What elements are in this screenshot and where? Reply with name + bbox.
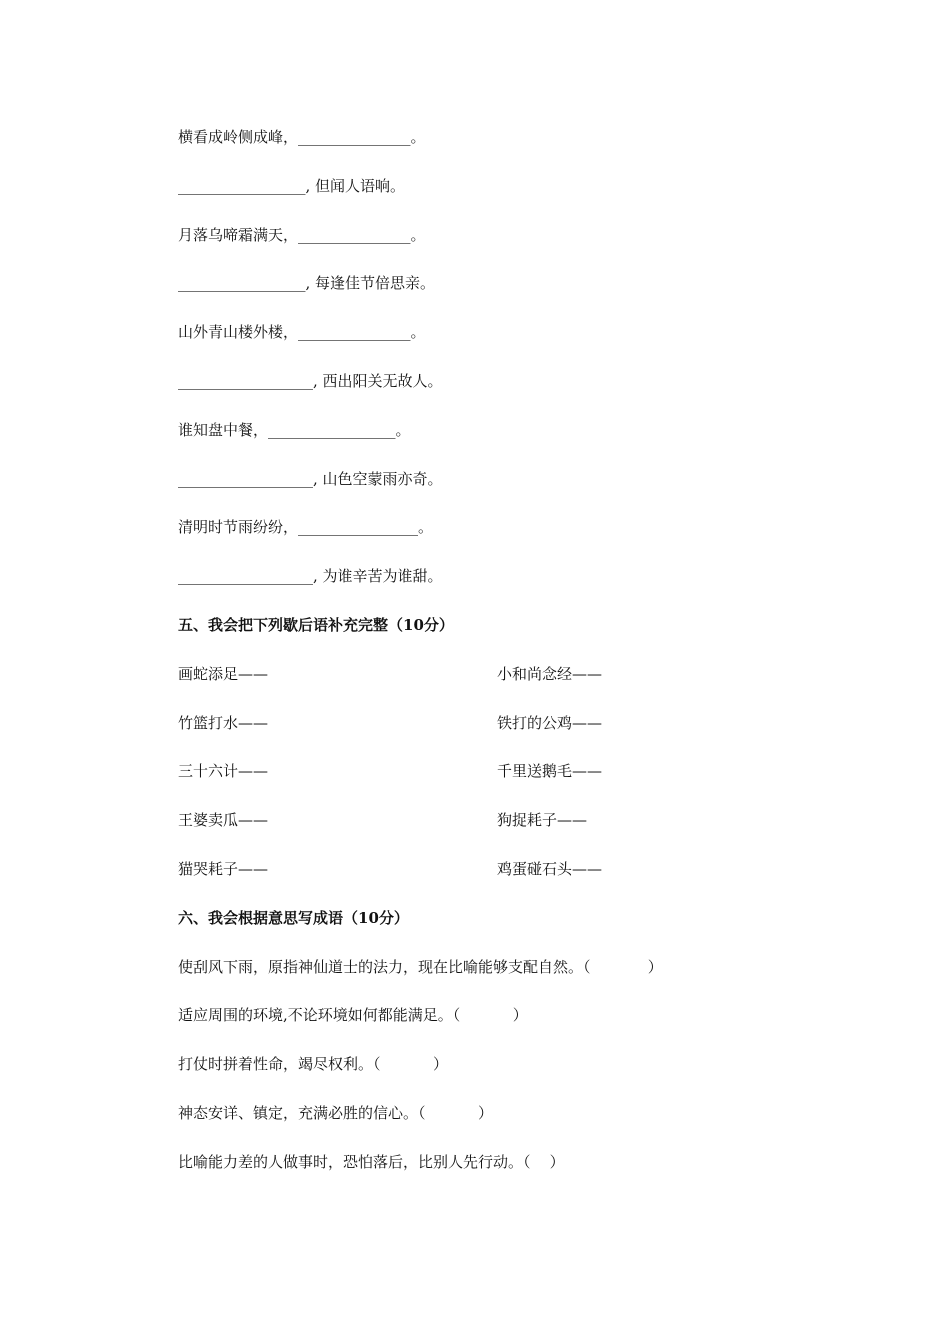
xiehouyu-item: 小和尚念经——: [497, 665, 603, 683]
section-5-title: 五、我会把下列歇后语补充完整（10分）: [178, 616, 454, 634]
poem-line: 谁知盘中餐，_________________。: [178, 421, 411, 439]
poem-line: __________________, 山色空蒙雨亦奇。: [178, 470, 443, 488]
poem-line: __________________, 西出阳关无故人。: [178, 372, 443, 390]
xiehouyu-item: 三十六计——: [178, 762, 269, 780]
section-6-title: 六、我会根据意思写成语（10分）: [178, 909, 409, 927]
poem-line: __________________, 为谁辛苦为谁甜。: [178, 567, 443, 585]
poem-line: _________________, 但闻人语响。: [178, 177, 406, 195]
poem-line: 月落乌啼霜满天，_______________。: [178, 226, 426, 244]
poem-line: _________________, 每逢佳节倍思亲。: [178, 274, 436, 292]
xiehouyu-item: 猫哭耗子——: [178, 860, 269, 878]
idiom-question: 打仗时拼着性命，竭尽权利。（ ）: [178, 1055, 448, 1073]
idiom-question: 使刮风下雨，原指神仙道士的法力，现在比喻能够支配自然。（ ）: [178, 958, 663, 976]
poem-line: 横看成岭侧成峰，_______________。: [178, 128, 426, 146]
poem-line: 山外青山楼外楼，_______________。: [178, 323, 426, 341]
xiehouyu-item: 狗捉耗子——: [497, 811, 588, 829]
xiehouyu-item: 铁打的公鸡——: [497, 714, 603, 732]
xiehouyu-item: 画蛇添足——: [178, 665, 269, 683]
xiehouyu-item: 竹篮打水——: [178, 714, 269, 732]
idiom-question: 神态安详、镇定，充满必胜的信心。（ ）: [178, 1104, 493, 1122]
idiom-question: 适应周围的环境,不论环境如何都能满足。（ ）: [178, 1006, 528, 1024]
idiom-question: 比喻能力差的人做事时，恐怕落后，比别人先行动。（ ）: [178, 1153, 565, 1171]
xiehouyu-item: 王婆卖瓜——: [178, 811, 269, 829]
poem-line: 清明时节雨纷纷，________________。: [178, 518, 434, 536]
xiehouyu-item: 鸡蛋碰石头——: [497, 860, 603, 878]
xiehouyu-item: 千里送鹅毛——: [497, 762, 603, 780]
